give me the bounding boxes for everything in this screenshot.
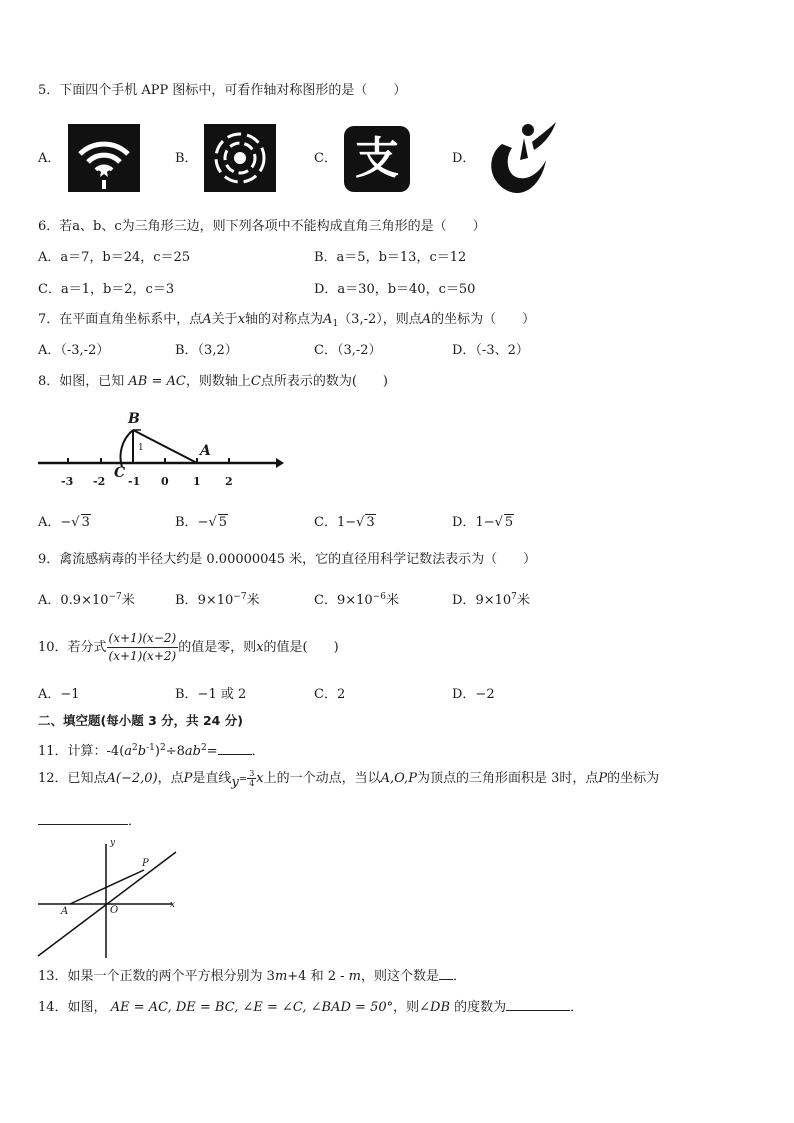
q5-option-a-label: A． (38, 151, 61, 166)
q12-text-e: 为顶点的三角形面积是 3时，点 (416, 771, 599, 786)
q9-option-base: 9×10 (336, 593, 373, 608)
q8-equation: AB = AC (128, 374, 186, 389)
fraction-denominator: (x+1)(x+2) (108, 649, 177, 663)
q11-exp: 2 (159, 743, 166, 753)
q9-option-a (38, 588, 135, 610)
q10-option-d: D．−2 (452, 687, 495, 702)
swirl-logo-icon (204, 124, 276, 192)
q12-var-y: y (231, 775, 239, 790)
question-8-stem (38, 373, 388, 391)
q8-text-b: ，则数轴上 (185, 374, 251, 389)
q7-option-b: B．（3,2） (175, 343, 238, 358)
sqrt-symbol: √ 3 (356, 515, 375, 530)
q12-label-x: x (170, 900, 176, 910)
q7-option-c: C．（3,-2） (314, 343, 382, 358)
question-13-stem (38, 967, 466, 986)
radicand: 3 (366, 515, 375, 530)
q13-end: ． (452, 969, 466, 984)
q8-option-prefix: C． (314, 515, 337, 530)
q11-eq: = (206, 744, 218, 759)
q7-sub-1: 1 (332, 319, 339, 329)
q5-option-d-label: D． (452, 151, 476, 166)
sqrt-symbol: √ 3 (71, 515, 90, 530)
q14-end: ． (570, 1000, 584, 1015)
q7-text-b: 关于 (211, 312, 238, 327)
q9-option-prefix: A． (38, 593, 61, 608)
q8-option-prefix: D． (452, 515, 476, 530)
q11-end: ． (251, 744, 265, 759)
q12-graph-figure (36, 838, 186, 960)
q9-option-base: 9×10 (197, 593, 234, 608)
q7-option-a: A．（-3,-2） (38, 343, 110, 358)
question-6-stem: 6．若a、b、c为三角形三边，则下列各项中不能构成直角三角形的是（ ） (38, 219, 486, 234)
fraction-denominator: 4 (249, 779, 255, 788)
q8-option-pre: − (197, 515, 209, 530)
q9-option-exp: −6 (372, 592, 386, 602)
q8-tick-label: 1 (193, 475, 201, 488)
q12-label-a: A (61, 906, 69, 917)
q7-var-a: A (202, 312, 212, 327)
q7-var-x: x (237, 312, 246, 327)
q10-option-a: A．−1 (38, 687, 80, 702)
q10-fraction (107, 630, 179, 665)
q14-conditions: AE = AC, DE = BC, ∠E = ∠C, ∠BAD = 50° (110, 1000, 394, 1015)
q11-var-b: b (137, 744, 147, 759)
fraction-numerator: 3 (249, 769, 255, 778)
q11-close: ) (154, 744, 160, 759)
q12-answer-line (38, 812, 141, 831)
q12-answer-blank[interactable] (38, 812, 128, 825)
q8-option-pre: − (60, 515, 72, 530)
q12-text-a: 12．已知点 (38, 771, 107, 786)
swoosh-logo-icon (484, 120, 558, 198)
q9-option-unit: 米 (385, 593, 399, 608)
q8-var-c: C (250, 374, 261, 389)
q13-var-m2: m (348, 969, 361, 984)
q8-label-b: B (128, 411, 140, 427)
q5-option-c-label: C． (314, 151, 337, 166)
q9-option-prefix: C． (314, 593, 337, 608)
q9-option-c (314, 588, 399, 610)
q12-label-o: O (110, 905, 119, 916)
q11-exp: -1 (146, 743, 155, 753)
q14-text-a: 14．如图， (38, 1000, 107, 1015)
q7-option-d: D．（-3、2） (452, 343, 529, 358)
q9-option-b (175, 588, 260, 610)
q7-text-c: 轴的对称点为 (245, 312, 324, 327)
q9-option-exp: −7 (108, 592, 122, 602)
q13-text-b: +4 和 2 - (287, 969, 349, 984)
q12-text-d: 上的一个动点，当以 (263, 771, 381, 786)
question-12-stem (38, 766, 659, 796)
question-9-stem: 9．禽流感病毒的半径大约是 0.00000045 米，它的直径用科学记数法表示为（ ） (38, 552, 537, 567)
q8-label-c: C (114, 465, 126, 481)
q10-option-c: C．2 (314, 687, 346, 702)
q12-point-a: A(−2,0) (106, 771, 158, 786)
q8-option-pre: 1− (475, 515, 495, 530)
q6-option-c: C．a＝1，b＝2，c＝3 (38, 282, 175, 297)
q10-text-b: 的值是零，则 (178, 640, 257, 655)
q8-tick-label: -3 (61, 475, 74, 488)
question-7-stem (38, 311, 535, 333)
q6-option-a: A．a＝7，b＝24，c＝25 (38, 250, 191, 265)
q8-option-pre: 1− (336, 515, 357, 530)
q6-option-b: B．a＝5，b＝13，c＝12 (314, 250, 467, 265)
q8-option-d (452, 514, 514, 532)
q12-end: ． (128, 814, 142, 829)
q11-text-a: 11．计算：-4( (38, 744, 125, 759)
q12-text-c: 是直线 (192, 771, 232, 786)
q8-option-prefix: B． (175, 515, 198, 530)
q12-fraction (247, 769, 256, 788)
q12-label-y: y (110, 838, 116, 848)
q7-var-a-2: A (421, 312, 432, 327)
q8-tick-label: 2 (225, 475, 233, 488)
radicand: 5 (218, 515, 228, 530)
q8-option-prefix: A． (38, 515, 61, 530)
q12-text-f: 的坐标为 (607, 771, 660, 786)
q9-option-prefix: D． (452, 593, 476, 608)
q8-tick-label: -2 (93, 475, 106, 488)
q9-option-prefix: B． (175, 593, 198, 608)
q9-option-exp: 7 (511, 592, 517, 602)
q8-tick-label: -1 (128, 475, 141, 488)
q6-option-d: D．a＝30，b＝40，c＝50 (314, 282, 476, 297)
q7-text-a: 7．在平面直角坐标系中，点 (38, 312, 203, 327)
q13-text-c: ，则这个数是 (360, 969, 439, 984)
q12-aop: A,O,P (380, 771, 417, 786)
q14-text-b: ，则∠ (393, 1000, 431, 1015)
q13-answer-blank[interactable] (439, 967, 453, 980)
q5-option-b-label: B． (175, 151, 198, 166)
q12-eq: = (238, 774, 248, 785)
q9-option-d (452, 588, 530, 610)
q11-var-ab: ab (184, 744, 201, 759)
sqrt-symbol: √ 5 (494, 515, 514, 530)
q9-option-base: 9×10 (475, 593, 512, 608)
q12-label-p: P (142, 858, 149, 869)
q14-var-db: DB (430, 1000, 450, 1015)
q8-option-c (314, 514, 376, 532)
q8-text-a: 8．如图，已知 (38, 374, 125, 389)
q11-var-a: a (124, 744, 133, 759)
q8-text-c: 点所表示的数为( ) (260, 374, 388, 389)
q7-text-d: （3,-2），则点 (338, 312, 422, 327)
radicand: 5 (504, 515, 514, 530)
question-10-stem (38, 628, 339, 668)
q10-text-c: 的值是( ) (263, 640, 339, 655)
sqrt-symbol: √ 5 (208, 515, 228, 530)
q12-var-p: P (183, 771, 193, 786)
q9-option-base: 0.9×10 (60, 593, 109, 608)
q9-option-unit: 米 (516, 593, 530, 608)
q8-option-b (175, 514, 228, 532)
q12-text-b: ，点 (157, 771, 184, 786)
q13-var-m: m (274, 969, 288, 984)
radicand: 3 (81, 515, 90, 530)
q8-number-line-figure (36, 405, 286, 493)
q8-label-a: A (200, 443, 211, 459)
wifi-star-icon (68, 124, 140, 192)
alipay-icon: 支 (344, 126, 410, 192)
q12-var-x: x (256, 771, 264, 786)
q11-exp: 2 (132, 743, 138, 753)
q9-option-unit: 米 (121, 593, 135, 608)
q10-option-b: B．−1 或 2 (175, 687, 247, 702)
q11-exp: 2 (200, 743, 207, 753)
question-5-stem: 5．下面四个手机 APP 图标中，可看作轴对称图形的是（ ） (38, 83, 407, 98)
q11-answer-blank[interactable] (218, 742, 252, 755)
q7-var-a1: A (323, 312, 333, 327)
q12-var-p2: P (598, 771, 608, 786)
q9-option-exp: −7 (233, 592, 247, 602)
q8-option-a (38, 514, 91, 532)
q8-tick-label: 0 (161, 475, 169, 488)
q14-answer-blank[interactable] (506, 998, 570, 1011)
q14-text-c: 的度数为 (450, 1000, 507, 1015)
q8-label-one: 1 (138, 443, 144, 453)
question-14-stem (38, 998, 583, 1017)
section-2-heading: 二、填空题(每小题 3 分，共 24 分) (38, 713, 243, 728)
fraction-numerator: (x+1)(x−2) (107, 630, 179, 648)
q7-text-e: 的坐标为（ ） (431, 312, 536, 327)
q11-div: ÷8 (165, 744, 185, 759)
q9-option-unit: 米 (246, 593, 260, 608)
q10-var-x: x (256, 640, 264, 655)
question-11-stem (38, 739, 265, 761)
q13-text-a: 13．如果一个正数的两个平方根分别为 3 (38, 969, 275, 984)
q10-text-a: 10．若分式 (38, 640, 107, 655)
